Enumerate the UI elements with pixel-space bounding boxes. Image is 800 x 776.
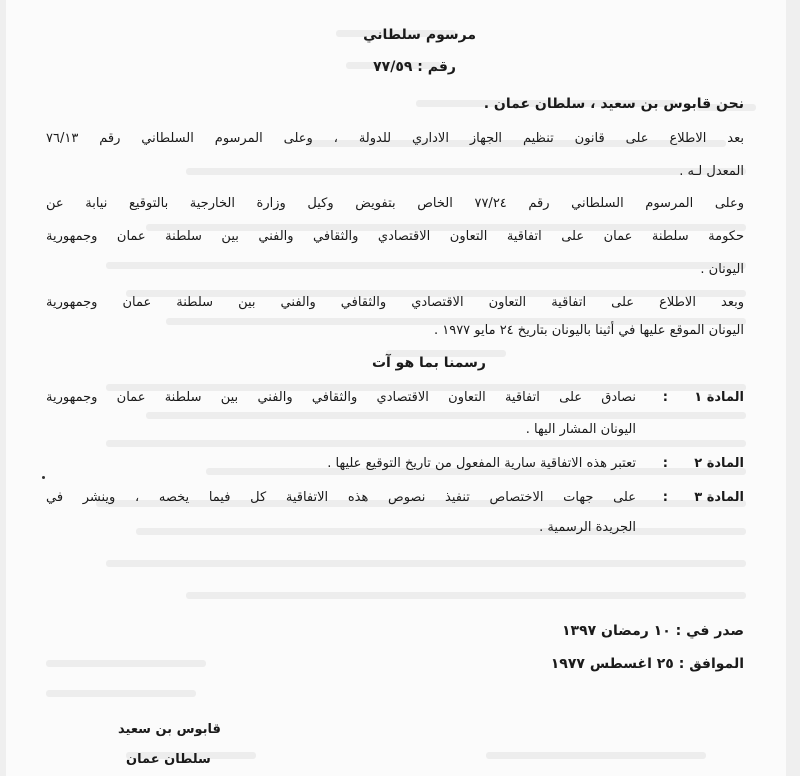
signature-title: سلطان عمان [126,752,211,767]
signature-name: قابوس بن سعيد [118,722,221,737]
article-3-colon: : [662,490,668,505]
article-3-line-2: الجريدة الرسمية . [539,520,636,535]
article-1-label: المادة ١ [694,390,744,405]
preamble-3-line-1: وبعد الاطلاع على اتفاقية التعاون الاقتصادي والثقافي والفني بين سلطنة عمان وجمهورية [46,295,744,310]
article-1-line-2: اليونان المشار اليها . [525,422,636,437]
article-3-line-1: على جهات الاختصاص تنفيذ نصوص هذه الاتفاقية كل فيما يخصه ، وينشر في [46,490,636,505]
article-3-label: المادة ٣ [694,490,744,505]
speck-mark [42,476,45,479]
decree-number: رقم : ٧٧/٥٩ [373,59,456,75]
preamble-2-line-2: حكومة سلطنة عمان على اتفاقية التعاون الاقتصادي والثقافي والفني بين سلطنة عمان وجمهورية [46,229,744,244]
issuer-line: نحن قابوس بن سعيد ، سلطان عمان . [483,96,744,112]
article-2-label: المادة ٢ [694,456,744,471]
preamble-3-line-2: اليونان الموقع عليها في أثينا باليونان بتاريخ ٢٤ مايو ١٩٧٧ . [433,323,744,338]
preamble-1-line-2: المعدل لـه . [679,164,744,179]
preamble-2-line-3: اليونان . [700,262,744,277]
preamble-2-line-1: وعلى المرسوم السلطاني رقم ٧٧/٢٤ الخاص بتفويض وكيل وزارة الخارجية بالتوقيع نيابة عن [46,196,744,211]
corresponding-date: الموافق : ٢٥ اغسطس ١٩٧٧ [550,656,744,672]
decree-title: مرسوم سلطاني [363,27,476,43]
article-1-line-1: نصادق على اتفاقية التعاون الاقتصادي والثقافي والفني بين سلطنة عمان وجمهورية [46,390,636,405]
article-2-line-1: تعتبر هذه الاتفاقية سارية المفعول من تاريخ التوقيع عليها . [327,456,636,471]
article-2-colon: : [662,456,668,471]
preamble-1-line-1: بعد الاطلاع على قانون تنظيم الجهاز الاداري للدولة ، وعلى المرسوم السلطاني رقم ٧٦/١٣ [46,131,744,146]
issued-date: صدر في : ١٠ رمضان ١٣٩٧ [562,623,744,639]
decreed-heading: رسمنا بما هو آت [371,355,486,371]
document-page [6,0,786,776]
article-1-colon: : [662,390,668,405]
